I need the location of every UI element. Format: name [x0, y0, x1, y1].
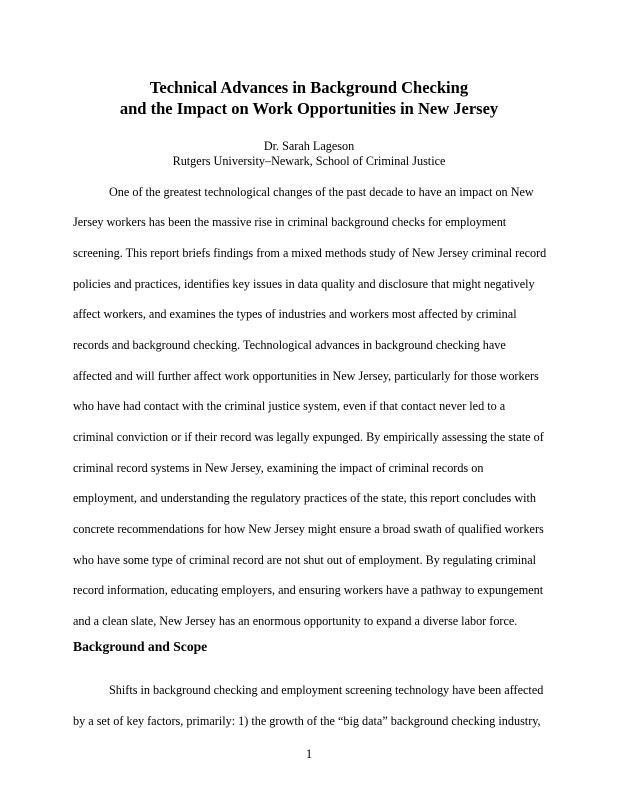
author-name: Dr. Sarah Lageson	[263, 139, 355, 153]
author-block	[0, 139, 618, 169]
abstract-line: One of the greatest technological changes of the past decade to have an impact on New	[109, 185, 534, 199]
title-line-2: and the Impact on Work Opportunities in New Jersey	[119, 99, 499, 118]
author-affiliation: Rutgers University–Newark, School of Criminal Justice	[172, 154, 446, 168]
abstract-line: Jersey workers has been the massive rise in criminal background checks for employment	[73, 215, 507, 229]
document-title	[0, 77, 618, 119]
abstract-line: who have had contact with the criminal justice system, even if that contact never led to a	[73, 399, 506, 413]
title-line-1: Technical Advances in Background Checking	[149, 78, 469, 97]
abstract-line: criminal record systems in New Jersey, examining the impact of criminal records on	[73, 461, 484, 475]
abstract-line: records and background checking. Technological advances in background checking have	[73, 338, 506, 352]
abstract-line: concrete recommendations for how New Jersey might ensure a broad swath of qualified workers	[73, 522, 544, 536]
abstract-line: employment, and understanding the regulatory practices of the state, this report concludes with	[73, 491, 536, 505]
section-line: Shifts in background checking and employment screening technology have been affected	[109, 683, 544, 697]
abstract-line: who have some type of criminal record are not shut out of employment. By regulating criminal	[73, 553, 537, 567]
abstract-line: policies and practices, identifies key issues in data quality and disclosure that might negatively	[73, 277, 535, 291]
section-heading: Background and Scope	[73, 639, 208, 654]
abstract-line: screening. This report briefs findings from a mixed methods study of New Jersey criminal record	[73, 246, 547, 260]
abstract-line: criminal conviction or if their record was legally expunged. By empirically assessing the state of	[73, 430, 544, 444]
page-number: 1	[305, 747, 313, 761]
abstract-line: record information, educating employers, and ensuring workers have a pathway to expungement	[73, 583, 544, 597]
section-line: by a set of key factors, primarily: 1) the growth of the “big data” background checking industry,	[73, 714, 541, 728]
abstract-line: and a clean slate, New Jersey has an enormous opportunity to expand a diverse labor force.	[73, 614, 518, 628]
abstract-line: affect workers, and examines the types of industries and workers most affected by criminal	[73, 307, 517, 321]
abstract-line: affected and will further affect work opportunities in New Jersey, particularly for those workers	[73, 369, 539, 383]
